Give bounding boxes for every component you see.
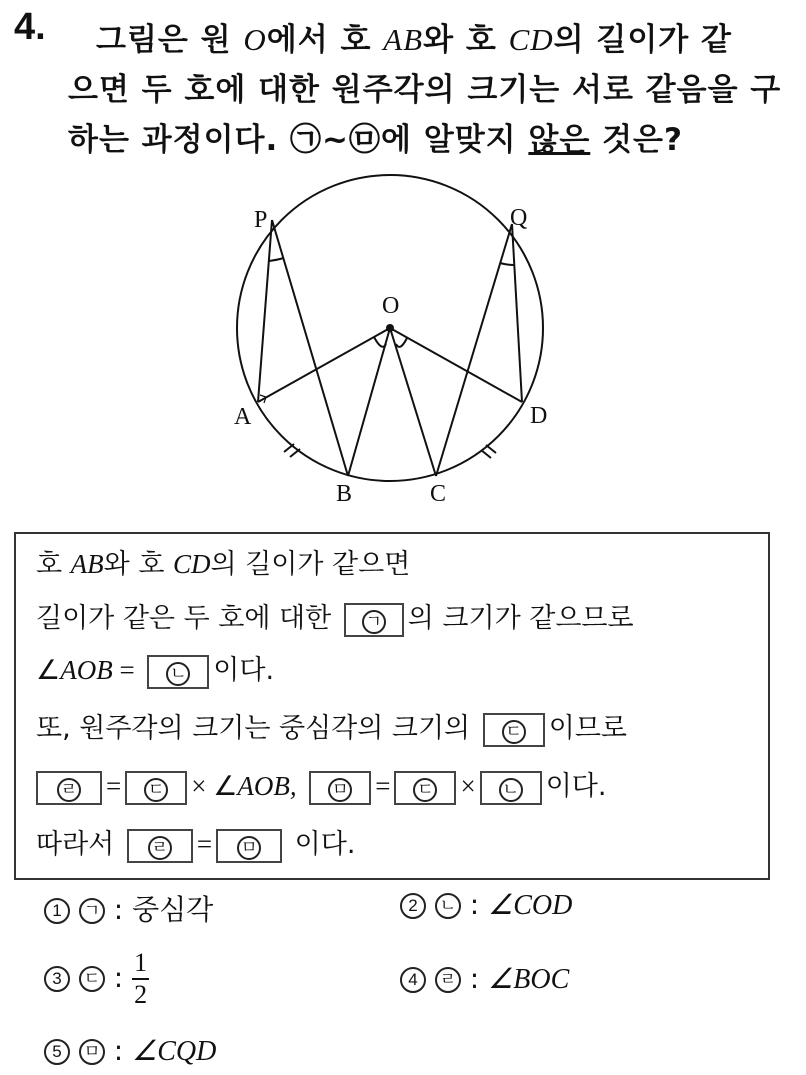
blank-r-2: ㄹ: [127, 829, 193, 863]
angle-mark-cod: [396, 338, 407, 347]
segment-qc: [436, 224, 512, 476]
label-c: C: [430, 481, 447, 507]
blank-d-2: ㄷ: [125, 771, 187, 805]
option-5[interactable]: 5 ㅁ : ∠CQD: [44, 1034, 216, 1068]
blank-n-2: ㄴ: [480, 771, 542, 805]
option-number-3: 3: [44, 966, 70, 992]
fraction-one-half: $\frac{1}{2}$: [134, 948, 148, 1009]
option-4[interactable]: 4 ㄹ : ∠BOC: [400, 962, 569, 996]
segment-ob: [348, 328, 390, 476]
option-2[interactable]: 2 ㄴ : ∠COD: [400, 888, 572, 922]
option-1[interactable]: 1 ㄱ : 중심각: [44, 888, 213, 928]
proof-line-3: ∠AOB = ㄴ 이다.: [36, 648, 274, 689]
proof-box: [14, 532, 770, 880]
blank-n: ㄴ: [147, 655, 209, 689]
blank-m-2: ㅁ: [216, 829, 282, 863]
circle-figure: [200, 165, 580, 515]
proof-line-2: 길이가 같은 두 호에 대한 ㄱ 의 크기가 같으므로: [36, 596, 634, 637]
option-number-2: 2: [400, 893, 426, 919]
tick-ab-2: [290, 449, 300, 457]
center-point: [386, 324, 394, 332]
option-number-5: 5: [44, 1039, 70, 1065]
tick-ab-1: [284, 444, 294, 452]
option-symbol-4: ㄹ: [435, 967, 461, 993]
tick-cd-1: [481, 450, 491, 458]
question-line-1: 그림은 원 O에서 호 AB와 호 CD의 길이가 같: [96, 22, 732, 58]
option-number-4: 4: [400, 967, 426, 993]
question-number: 4.: [14, 6, 46, 48]
option-number-1: 1: [44, 898, 70, 924]
blank-g: ㄱ: [344, 603, 404, 637]
option-symbol-5: ㅁ: [79, 1039, 105, 1065]
proof-line-6: 따라서 ㄹ = ㅁ 이다.: [36, 822, 355, 863]
label-a: A: [234, 404, 252, 430]
label-q: Q: [510, 205, 528, 231]
option-3[interactable]: 3 ㄷ : $\frac{1}{2}$: [44, 948, 149, 1010]
tick-cd-2: [486, 445, 496, 453]
question-line-2: 으면 두 호에 대한 원주각의 크기는 서로 같음을 구: [68, 72, 782, 108]
label-o: O: [382, 293, 400, 319]
question-line-3: 하는 과정이다. ㉠~㉤에 알맞지 않은 것은?: [68, 122, 683, 158]
proof-line-4: 또, 원주각의 크기는 중심각의 크기의 ㄷ 이므로: [36, 706, 627, 747]
label-p: P: [254, 207, 268, 233]
option-symbol-1: ㄱ: [79, 898, 105, 924]
segment-qd: [512, 224, 522, 402]
blank-r: ㄹ: [36, 771, 102, 805]
angle-mark-aob: [374, 337, 386, 347]
blank-d: ㄷ: [483, 713, 545, 747]
option-symbol-3: ㄷ: [79, 966, 105, 992]
blank-d-3: ㄷ: [394, 771, 456, 805]
segment-oa: [258, 328, 390, 402]
angle-mark-q: [500, 263, 514, 265]
proof-line-1: 호 AB와 호 CD의 길이가 같으면: [36, 549, 411, 580]
label-b: B: [336, 481, 353, 507]
label-d: D: [530, 403, 548, 429]
proof-line-5: ㄹ = ㄷ × ∠AOB, ㅁ = ㄷ × ㄴ 이다.: [36, 764, 606, 805]
option-symbol-2: ㄴ: [435, 893, 461, 919]
angle-mark-p: [269, 258, 284, 261]
blank-m: ㅁ: [309, 771, 371, 805]
